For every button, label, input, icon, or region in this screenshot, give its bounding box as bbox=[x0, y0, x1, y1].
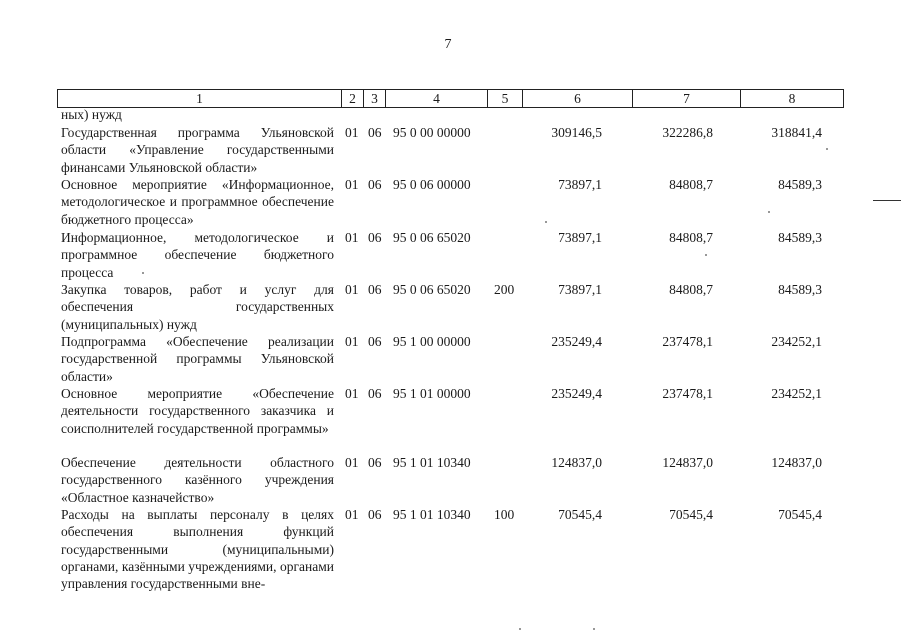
row-amount-col8: 124837,0 bbox=[771, 455, 822, 470]
page-number: 7 bbox=[444, 37, 452, 52]
row-amount-col6: 70545,4 bbox=[558, 507, 602, 522]
row-amount-col7: 84808,7 bbox=[669, 230, 713, 245]
row-description: Информационное, методологическое и программное обеспечение бюджетного процесса bbox=[61, 230, 334, 280]
row-amount-col8: 234252,1 bbox=[771, 334, 822, 349]
row-subsection: 06 bbox=[368, 386, 382, 401]
row-amount-col6: 235249,4 bbox=[551, 334, 602, 349]
row-amount-col7: 237478,1 bbox=[662, 386, 713, 401]
continued-text: ных) нужд bbox=[61, 107, 122, 122]
scan-speck bbox=[705, 254, 707, 256]
row-section: 01 bbox=[345, 125, 359, 140]
row-section: 01 bbox=[345, 334, 359, 349]
row-amount-col8: 70545,4 bbox=[778, 507, 822, 522]
header-col-3: 3 bbox=[364, 90, 386, 107]
row-target-code: 95 1 01 10340 bbox=[393, 455, 471, 470]
row-subsection: 06 bbox=[368, 125, 382, 140]
row-target-code: 95 1 00 00000 bbox=[393, 334, 471, 349]
scan-speck bbox=[142, 272, 144, 274]
row-description: Подпрограмма «Обеспечение реализации государственной программы Ульяновской области» bbox=[61, 334, 334, 384]
row-section: 01 bbox=[345, 455, 359, 470]
header-col-1: 1 bbox=[58, 90, 342, 107]
row-amount-col6: 309146,5 bbox=[551, 125, 602, 140]
row-amount-col7: 84808,7 bbox=[669, 282, 713, 297]
header-col-2: 2 bbox=[342, 90, 364, 107]
header-col-8: 8 bbox=[788, 91, 796, 106]
header-col-7: 7 bbox=[633, 90, 741, 107]
row-subsection: 06 bbox=[368, 230, 382, 245]
row-expense-type: 200 bbox=[494, 282, 515, 297]
table-header-row bbox=[57, 89, 844, 108]
row-target-code: 95 1 01 00000 bbox=[393, 386, 471, 401]
row-amount-col8: 84589,3 bbox=[778, 230, 822, 245]
row-section: 01 bbox=[345, 282, 359, 297]
row-section: 01 bbox=[345, 386, 359, 401]
row-amount-col7: 124837,0 bbox=[662, 455, 713, 470]
header-col-4: 4 bbox=[386, 90, 488, 107]
row-amount-col8: 84589,3 bbox=[778, 282, 822, 297]
scan-speck bbox=[519, 628, 521, 630]
row-section: 01 bbox=[345, 230, 359, 245]
scan-speck bbox=[545, 221, 547, 223]
row-description: Обеспечение деятельности областного государственного казённого учреждения «Областное казначейство» bbox=[61, 455, 334, 505]
row-amount-col6: 235249,4 bbox=[551, 386, 602, 401]
row-section: 01 bbox=[345, 177, 359, 192]
row-amount-col7: 84808,7 bbox=[669, 177, 713, 192]
row-description: Государственная программа Ульяновской области «Управление государственными финансами Ульяновской области» bbox=[61, 125, 334, 175]
row-target-code: 95 1 01 10340 bbox=[393, 507, 471, 522]
margin-mark bbox=[873, 200, 901, 201]
row-description: Расходы на выплаты персоналу в целях обеспечения выполнения функций государственными (муниципальными) органами, казёнными учреждениями, органами управления государственными вне- bbox=[61, 507, 334, 592]
row-amount-col7: 70545,4 bbox=[669, 507, 713, 522]
row-amount-col6: 73897,1 bbox=[558, 177, 602, 192]
header-col-6: 6 bbox=[523, 90, 633, 107]
row-target-code: 95 0 06 00000 bbox=[393, 177, 471, 192]
row-description: Основное мероприятие «Обеспечение деятельности государственного заказчика и соисполнителей государственной программы» bbox=[61, 386, 334, 436]
scan-speck bbox=[768, 211, 770, 213]
row-target-code: 95 0 06 65020 bbox=[393, 282, 471, 297]
row-description: Закупка товаров, работ и услуг для обеспечения государственных (муниципальных) нужд bbox=[61, 282, 334, 332]
row-amount-col8: 84589,3 bbox=[778, 177, 822, 192]
scan-speck bbox=[593, 628, 595, 630]
row-section: 01 bbox=[345, 507, 359, 522]
row-expense-type: 100 bbox=[494, 507, 515, 522]
row-description: Основное мероприятие «Информационное, методологическое и программное обеспечение бюджетного процесса» bbox=[61, 177, 334, 227]
row-target-code: 95 0 06 65020 bbox=[393, 230, 471, 245]
row-amount-col6: 73897,1 bbox=[558, 282, 602, 297]
row-subsection: 06 bbox=[368, 282, 382, 297]
row-amount-col7: 322286,8 bbox=[662, 125, 713, 140]
row-subsection: 06 bbox=[368, 177, 382, 192]
row-amount-col6: 73897,1 bbox=[558, 230, 602, 245]
row-amount-col7: 237478,1 bbox=[662, 334, 713, 349]
row-amount-col6: 124837,0 bbox=[551, 455, 602, 470]
row-subsection: 06 bbox=[368, 334, 382, 349]
row-amount-col8: 318841,4 bbox=[771, 125, 822, 140]
row-subsection: 06 bbox=[368, 507, 382, 522]
row-amount-col8: 234252,1 bbox=[771, 386, 822, 401]
row-target-code: 95 0 00 00000 bbox=[393, 125, 471, 140]
header-col-5: 5 bbox=[488, 90, 523, 107]
row-subsection: 06 bbox=[368, 455, 382, 470]
scan-speck bbox=[826, 148, 828, 150]
